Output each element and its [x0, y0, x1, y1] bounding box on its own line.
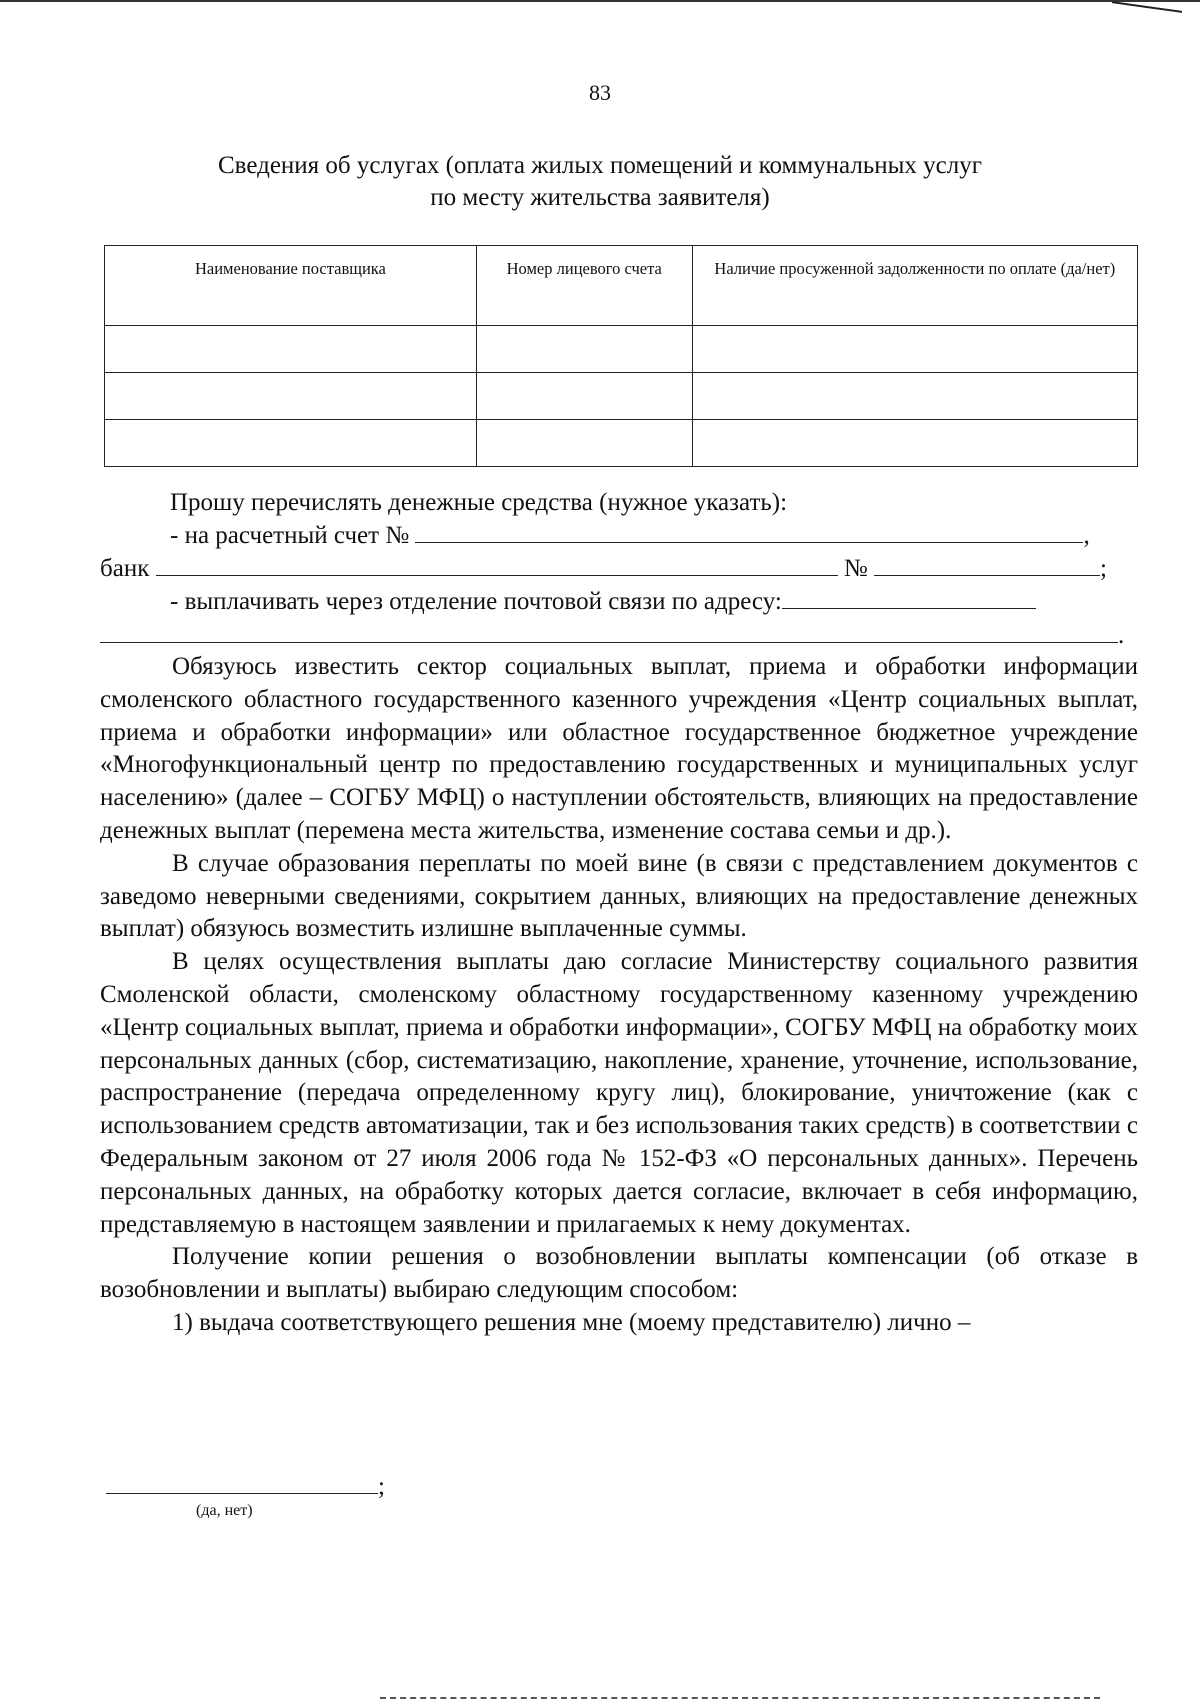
header-account-number: Номер лицевого счета: [476, 246, 692, 326]
paragraph-notify: Обязуюсь известить сектор социальных выплат, приема и обработки информации смоленского областного государственного казенного учреждения «Центр социальных выплат, приема и обработки информации» или областное государственное бюджетное учреждение «Многофункциональный центр по предоставлению государственных и муниципальных услуг населению» (далее – СОГБУ МФЦ) о наступлении обстоятельств, влияющих на предоставление денежных выплат (перемена места жительства, изменение состава семьи и др.).: [100, 653, 1138, 844]
payment-request: Прошу перечислять денежные средства (нужное указать):: [170, 489, 788, 516]
bank-name-field[interactable]: [156, 553, 838, 576]
header-debt: Наличие просуженной задолженности по оплате (да/нет): [692, 246, 1137, 326]
table-cell[interactable]: [692, 373, 1137, 420]
address-line: [100, 620, 1124, 651]
header-supplier: Наименование поставщика: [105, 246, 477, 326]
answer-hint: (да, нет): [196, 1502, 253, 1519]
paragraph-overpayment: В случае образования переплаты по моей вине (в связи с представлением документов с заведомо неверными сведениями, сокрытием данных, влияющих на предоставление денежных выплат) обязуюсь возместить излишне выплаченные суммы.: [100, 849, 1138, 943]
table-cell[interactable]: [476, 420, 692, 467]
table-cell[interactable]: [105, 326, 477, 373]
post-label: - выплачивать через отделение почтовой связи по адресу:: [170, 588, 782, 615]
page-number: 83: [589, 80, 611, 105]
table-cell[interactable]: [692, 420, 1137, 467]
title-line-2: по месту жительства заявителя): [430, 184, 770, 211]
answer-field[interactable]: [106, 1471, 378, 1494]
account-label: - на расчетный счет №: [170, 522, 410, 549]
bank-label: банк: [100, 555, 150, 582]
title-line-1: Сведения об услугах (оплата жилых помещений и коммунальных услуг: [218, 152, 982, 179]
bank-end: ;: [1099, 555, 1107, 582]
table-cell[interactable]: [476, 373, 692, 420]
table-row: [105, 420, 1138, 467]
table-header-row: [105, 246, 1138, 326]
answer-line: [106, 1471, 385, 1502]
post-line: [170, 586, 1036, 617]
bank-number-field[interactable]: [874, 553, 1100, 576]
scan-edge-top: [0, 0, 1200, 2]
account-number-field[interactable]: [415, 520, 1083, 543]
services-table: [104, 245, 1138, 467]
table-cell[interactable]: [105, 420, 477, 467]
bank-line: [100, 553, 1107, 584]
table-cell[interactable]: [692, 326, 1137, 373]
address-end: .: [1118, 622, 1125, 649]
obligations-text: [100, 651, 1138, 1340]
scan-edge-bottom: [380, 1697, 1100, 1701]
paragraph-consent: В целях осуществления выплаты даю согласие Министерству социального развития Смоленской области, смоленскому областному государственному казенному учреждению «Центр социальных выплат, приема и обработки информации», СОГБУ МФЦ на обработку моих персональных данных (сбор, систематизацию, накопление, хранение, уточнение, использование, распространение (передача определенному кругу лиц), блокирование, уничтожение (как с использованием средств автоматизации, так и без использования таких средств) в соответствии с Федеральным законом от 27 июля 2006 года № 152-ФЗ «О персональных данных». Перечень персональных данных, на обработку которых дается согласие, включает в себя информацию, представляемую в настоящем заявлении и прилагаемых к нему документах.: [100, 948, 1138, 1238]
answer-end: ;: [378, 1473, 385, 1500]
table-cell[interactable]: [105, 373, 477, 420]
paragraph-option-1: 1) выдача соответствующего решения мне (моему представителю) лично –: [172, 1308, 971, 1336]
table-cell[interactable]: [476, 326, 692, 373]
table-row: [105, 373, 1138, 420]
paragraph-decision-method: Получение копии решения о возобновлении выплаты компенсации (об отказе в возобновлении и выплаты) выбираю следующим способом:: [100, 1243, 1138, 1304]
document-title: [100, 150, 1100, 214]
post-address-field[interactable]: [782, 586, 1036, 609]
account-end: ,: [1083, 522, 1090, 549]
post-address-field-2[interactable]: [100, 620, 1118, 643]
account-line: [170, 520, 1090, 551]
bank-number-label: №: [843, 555, 868, 582]
table-row: [105, 326, 1138, 373]
